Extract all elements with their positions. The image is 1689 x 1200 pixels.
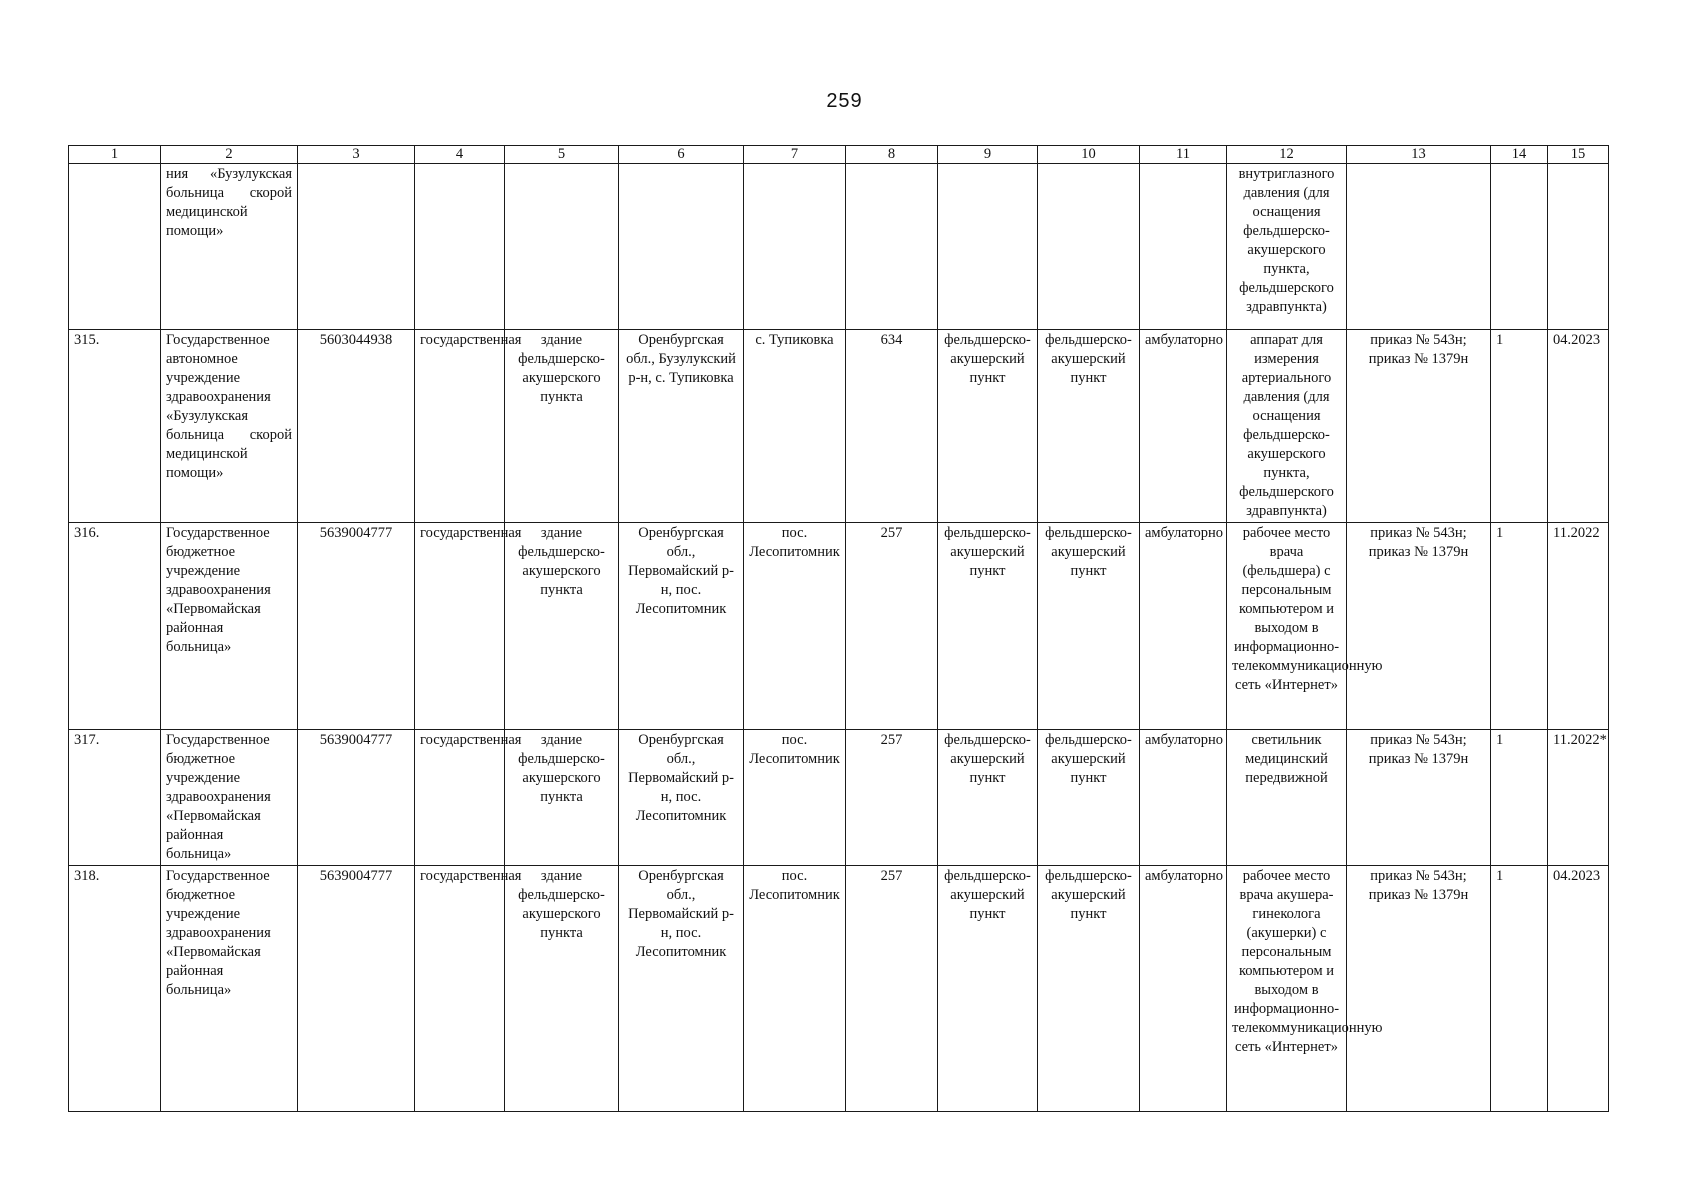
cell-ownership: государственная (415, 730, 505, 866)
cell-address (619, 164, 744, 330)
cell-ownership: государственная (415, 330, 505, 523)
cell-building: здание фельдшерско-акушерского пункта (505, 866, 619, 1112)
cell-inn: 5639004777 (298, 730, 415, 866)
cell-inn: 5639004777 (298, 866, 415, 1112)
column-number: 15 (1548, 146, 1609, 164)
cell-date: 11.2022 (1548, 523, 1609, 730)
cell-address: Оренбургская обл., Первомайский р-н, пос. Лесопитомник (619, 523, 744, 730)
cell-facility-type (938, 164, 1038, 330)
cell-organization: Государственное бюджетное учреждение здравоохранения «Первомайская районная больница» (161, 523, 298, 730)
cell-population: 257 (846, 730, 938, 866)
column-number: 12 (1227, 146, 1347, 164)
cell-row-number: 315. (69, 330, 161, 523)
cell-order: приказ № 543н; приказ № 1379н (1347, 730, 1491, 866)
cell-equipment: светильник медицинский передвижной (1227, 730, 1347, 866)
cell-order: приказ № 543н; приказ № 1379н (1347, 866, 1491, 1112)
cell-ownership: государственная (415, 523, 505, 730)
cell-address: Оренбургская обл., Первомайский р-н, пос. Лесопитомник (619, 730, 744, 866)
cell-building (505, 164, 619, 330)
cell-locality: пос. Лесопитомник (744, 866, 846, 1112)
cell-organization: Государственное бюджетное учреждение здравоохранения «Первомайская районная больница» (161, 730, 298, 866)
cell-facility-type-2 (1038, 164, 1140, 330)
cell-equipment: рабочее место врача (фельдшера) с персональным компьютером и выходом в информационно-телекоммуникационную сеть «Интернет» (1227, 523, 1347, 730)
cell-date: 04.2023 (1548, 330, 1609, 523)
cell-building: здание фельдшерско-акушерского пункта (505, 523, 619, 730)
cell-locality: пос. Лесопитомник (744, 523, 846, 730)
cell-order (1347, 164, 1491, 330)
page-number: 259 (826, 90, 863, 112)
cell-population: 257 (846, 523, 938, 730)
column-number: 7 (744, 146, 846, 164)
column-number: 10 (1038, 146, 1140, 164)
cell-equipment: внутриглазного давления (для оснащения фельдшерско-акушерского пункта, фельдшерского здравпункта) (1227, 164, 1347, 330)
cell-population: 257 (846, 866, 938, 1112)
cell-locality: с. Тупиковка (744, 330, 846, 523)
cell-organization: ния «Бузулукская больница скорой медицинской помощи» (161, 164, 298, 330)
column-number: 9 (938, 146, 1038, 164)
cell-care-form: амбулаторно (1140, 730, 1227, 866)
cell-organization: Государственное бюджетное учреждение здравоохранения «Первомайская районная больница» (161, 866, 298, 1112)
cell-inn: 5603044938 (298, 330, 415, 523)
cell-care-form: амбулаторно (1140, 866, 1227, 1112)
cell-row-number: 317. (69, 730, 161, 866)
column-number: 13 (1347, 146, 1491, 164)
cell-care-form: амбулаторно (1140, 330, 1227, 523)
cell-facility-type-2: фельдшерско-акушерский пункт (1038, 866, 1140, 1112)
cell-equipment: рабочее место врача акушера-гинеколога (акушерки) с персональным компьютером и выходом в информационно-телекоммуникационную сеть «Интернет» (1227, 866, 1347, 1112)
cell-date: 04.2023 (1548, 866, 1609, 1112)
cell-row-number: 316. (69, 523, 161, 730)
cell-quantity: 1 (1491, 730, 1548, 866)
table-row (69, 164, 1609, 330)
column-number: 6 (619, 146, 744, 164)
table-row (69, 730, 1609, 866)
column-number: 14 (1491, 146, 1548, 164)
column-number: 11 (1140, 146, 1227, 164)
cell-ownership: государственная (415, 866, 505, 1112)
column-number: 1 (69, 146, 161, 164)
cell-organization: Государственное автономное учреждение здравоохранения «Бузулукская больница скорой медицинской помощи» (161, 330, 298, 523)
column-number: 2 (161, 146, 298, 164)
cell-date: 11.2022* (1548, 730, 1609, 866)
cell-facility-type-2: фельдшерско-акушерский пункт (1038, 330, 1140, 523)
cell-address: Оренбургская обл., Бузулукский р-н, с. Тупиковка (619, 330, 744, 523)
column-number: 8 (846, 146, 938, 164)
cell-population: 634 (846, 330, 938, 523)
cell-address: Оренбургская обл., Первомайский р-н, пос. Лесопитомник (619, 866, 744, 1112)
cell-locality: пос. Лесопитомник (744, 730, 846, 866)
register-table (68, 145, 1609, 1112)
cell-quantity: 1 (1491, 866, 1548, 1112)
cell-inn: 5639004777 (298, 523, 415, 730)
cell-order: приказ № 543н; приказ № 1379н (1347, 330, 1491, 523)
table-row (69, 523, 1609, 730)
cell-locality (744, 164, 846, 330)
column-number: 4 (415, 146, 505, 164)
cell-row-number (69, 164, 161, 330)
cell-facility-type-2: фельдшерско-акушерский пункт (1038, 523, 1140, 730)
cell-care-form (1140, 164, 1227, 330)
cell-facility-type: фельдшерско-акушерский пункт (938, 330, 1038, 523)
table-row (69, 866, 1609, 1112)
cell-facility-type-2: фельдшерско-акушерский пункт (1038, 730, 1140, 866)
cell-ownership (415, 164, 505, 330)
column-number-row (69, 146, 1609, 164)
cell-quantity: 1 (1491, 523, 1548, 730)
cell-quantity: 1 (1491, 330, 1548, 523)
cell-facility-type: фельдшерско-акушерский пункт (938, 730, 1038, 866)
cell-order: приказ № 543н; приказ № 1379н (1347, 523, 1491, 730)
cell-building: здание фельдшерско-акушерского пункта (505, 730, 619, 866)
table-row (69, 330, 1609, 523)
cell-row-number: 318. (69, 866, 161, 1112)
cell-facility-type: фельдшерско-акушерский пункт (938, 523, 1038, 730)
cell-equipment: аппарат для измерения артериального давления (для оснащения фельдшерско-акушерского пункта, фельдшерского здравпункта) (1227, 330, 1347, 523)
cell-date (1548, 164, 1609, 330)
cell-quantity (1491, 164, 1548, 330)
cell-facility-type: фельдшерско-акушерский пункт (938, 866, 1038, 1112)
cell-inn (298, 164, 415, 330)
cell-building: здание фельдшерско-акушерского пункта (505, 330, 619, 523)
cell-care-form: амбулаторно (1140, 523, 1227, 730)
column-number: 5 (505, 146, 619, 164)
column-number: 3 (298, 146, 415, 164)
cell-population (846, 164, 938, 330)
